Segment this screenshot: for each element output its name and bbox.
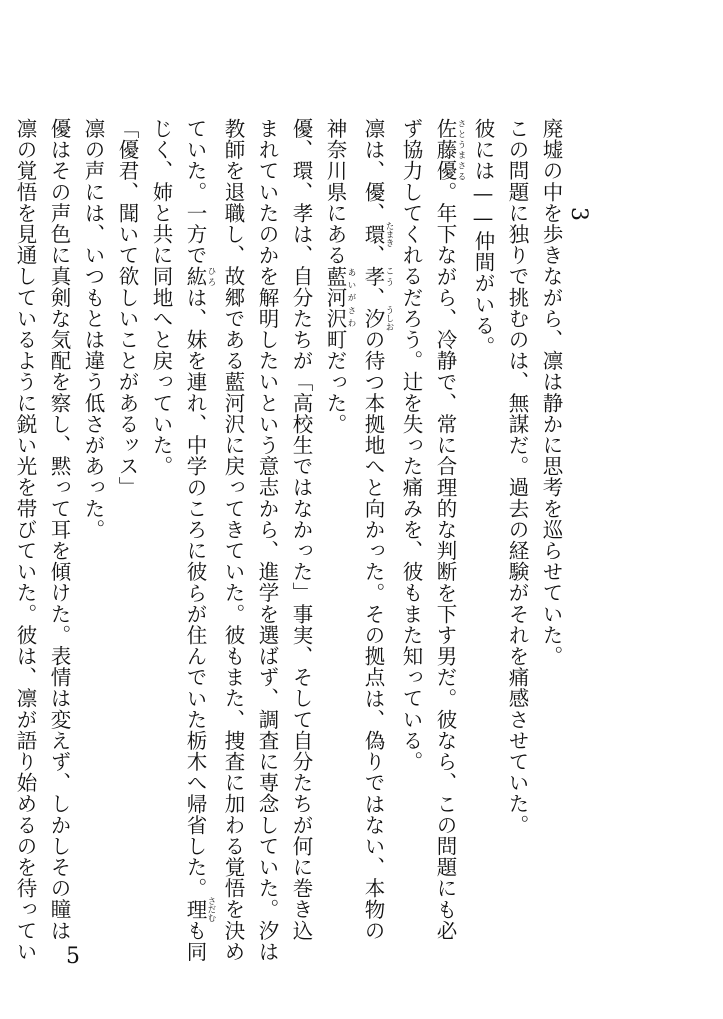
- body-text: [8, 118, 568, 963]
- text-segment: 仲間: [471, 230, 495, 273]
- ruby-reading: こう: [384, 265, 394, 287]
- page-number: 5: [66, 944, 80, 969]
- text-segment: の待つ本拠地へと向かった。その拠点は、偽りではない、本物の: [361, 329, 385, 941]
- text-segment: がいる。: [471, 272, 495, 358]
- ruby-name-ushio: [361, 305, 394, 332]
- ruby-base: 孝: [361, 265, 385, 287]
- ruby-base: 佐藤優: [433, 118, 457, 182]
- text-line-8: 優、環、孝は、自分たちが「高校生ではなかった」事実、そして自分たちが何に巻き込: [289, 118, 313, 941]
- text-segment: 凛は、優、: [361, 118, 385, 224]
- ruby-name-sato: [433, 118, 466, 182]
- chapter-number: 3: [566, 207, 591, 221]
- text-segment: 神奈川県にある: [323, 118, 347, 266]
- text-line-10: 教師を退職し、故郷である藍河沢に戻ってきていた。彼もまた、捜査に加わる覚悟を決め: [221, 118, 245, 962]
- ruby-reading: あいがさわ: [346, 265, 356, 330]
- text-segment: も同: [183, 919, 207, 963]
- text-line-14: 凛の声には、いつもとは違う低さがあった。: [81, 118, 105, 540]
- ruby-base: 藍河沢: [323, 265, 347, 330]
- text-segment: 彼には——: [471, 118, 495, 231]
- ruby-name-sadamu: [183, 896, 216, 923]
- ruby-place-aigasawa: [323, 265, 356, 330]
- ruby-reading: うしお: [384, 305, 394, 332]
- text-line-2: この問題に独りで挑むのは、無謀だ。過去の経験がそれを痛感させていた。: [505, 118, 529, 836]
- ruby-name-hiro: [183, 265, 216, 287]
- text-segment: ていた。一方で: [183, 118, 207, 266]
- ruby-name-kou: [361, 265, 394, 287]
- ruby-base: 環: [361, 221, 385, 247]
- text-line-12: じく、姉と共に同地へと戻っていた。: [149, 118, 173, 477]
- ruby-name-tamaki: [361, 221, 394, 247]
- text-line-16: 凛の覚悟を見通しているように鋭い光を帯びていた。彼は、凛が語り始めるのを待ってい: [13, 118, 37, 962]
- text-line-5: ず協力してくれるだろう。辻を失った痛みを、彼もまた知っている。: [399, 118, 423, 773]
- text-line-3: [466, 118, 500, 918]
- ruby-base: 理: [183, 896, 207, 923]
- ruby-reading: たまき: [384, 221, 394, 247]
- text-segment: は、妹を連れ、中学のころに彼らが住んでいた栃木へ帰省した。: [183, 286, 207, 899]
- text-line-15: 優はその声色に真剣な気配を察し、黙って耳を傾けた。表情は変えず、しかしその瞳は: [47, 118, 71, 941]
- text-line-7: [318, 118, 356, 918]
- text-line-9: まれていたのかを解明したいという意志から、進学を選ばず、調査に専念していた。汐は: [255, 118, 279, 962]
- text-line-6: [356, 118, 394, 941]
- text-line-11: [178, 118, 216, 963]
- ruby-base: 紘: [183, 265, 207, 287]
- text-segment: 、: [361, 286, 385, 308]
- text-line-13: 「優君、聞いて欲しいことがあるッス」: [115, 118, 139, 498]
- text-line-4: [428, 118, 466, 941]
- ruby-reading: さとうまさる: [456, 118, 466, 182]
- text-segment: 、: [361, 244, 385, 266]
- ruby-reading: さだむ: [206, 896, 216, 923]
- text-segment: 。年下ながら、冷静で、常に合理的な判断を下す男だ。彼なら、この問題にも必: [433, 181, 457, 941]
- text-line-1: 廃墟の中を歩きながら、凛は静かに思考を巡らせていた。: [539, 118, 563, 667]
- ruby-base: 汐: [361, 305, 385, 332]
- text-segment: 町だった。: [323, 329, 347, 435]
- ruby-reading: ひろ: [206, 265, 216, 287]
